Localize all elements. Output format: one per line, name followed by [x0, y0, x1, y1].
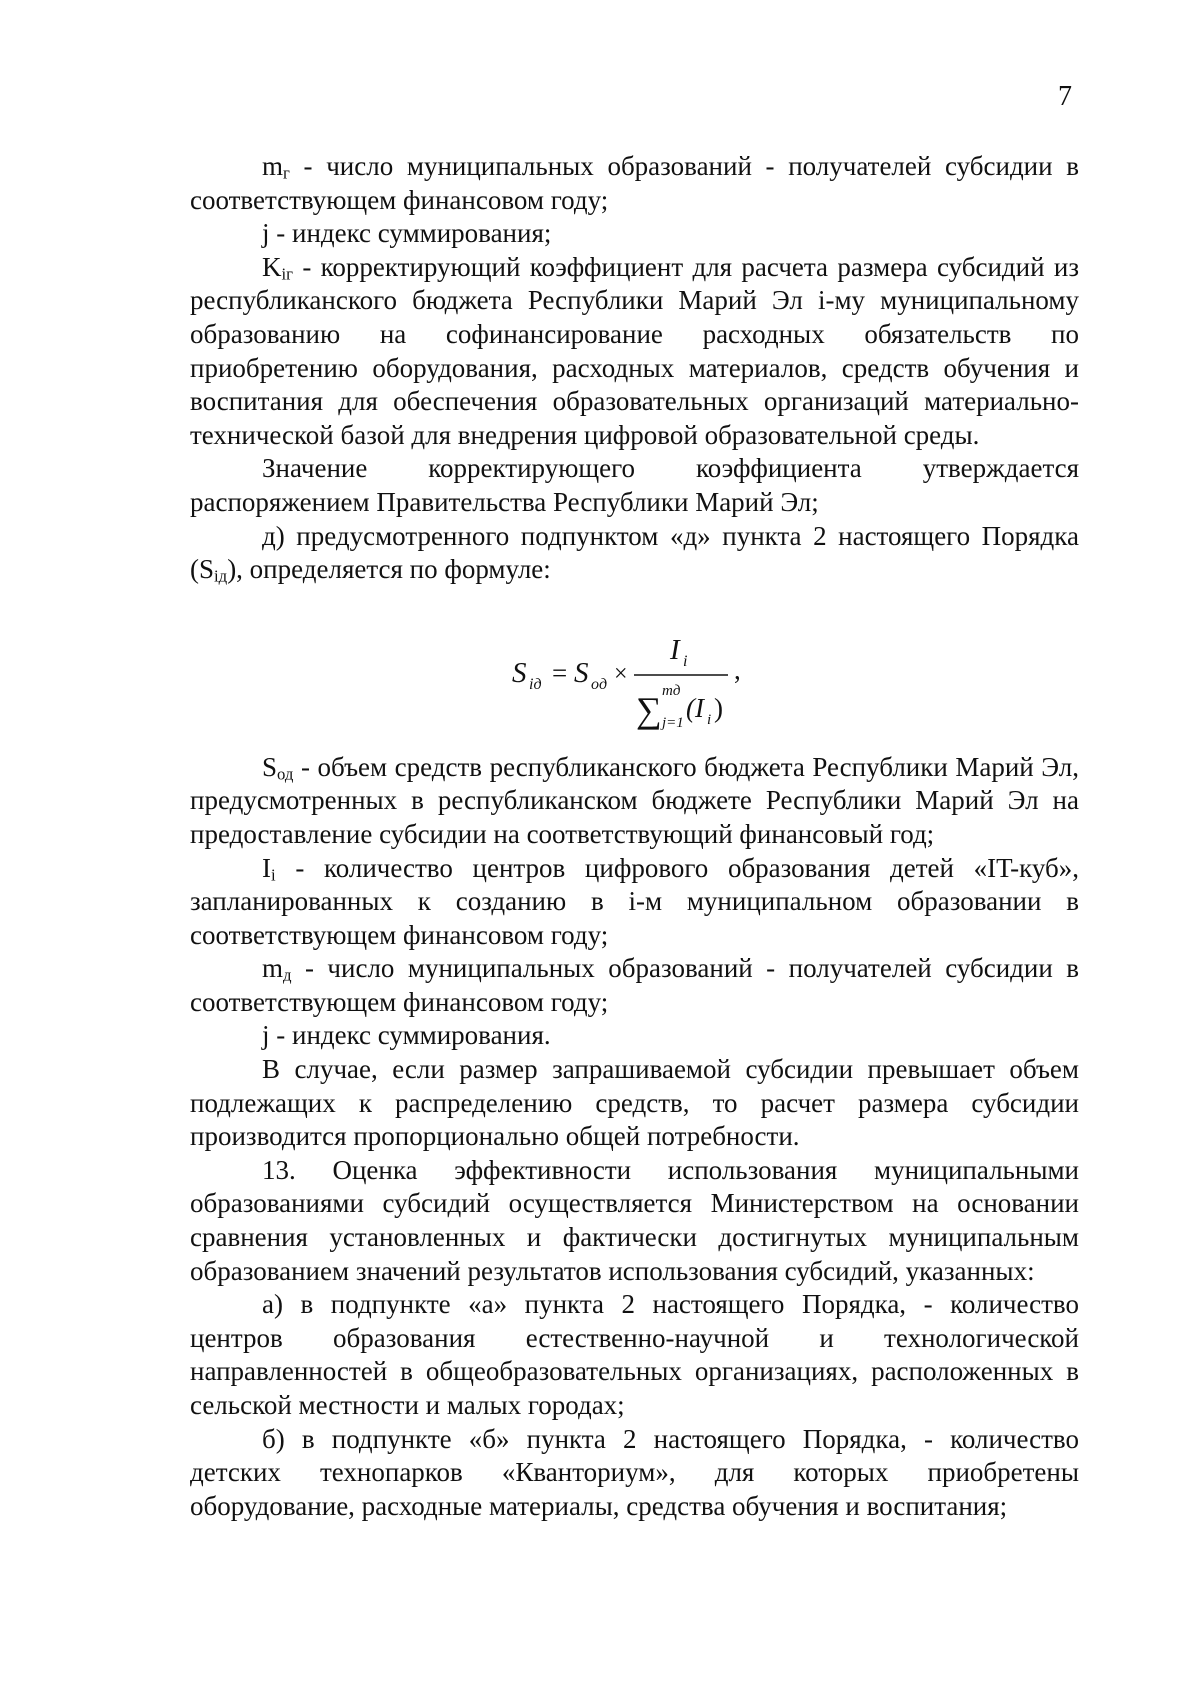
- formula-lhs: S: [512, 656, 527, 689]
- document-body: [190, 150, 1079, 1523]
- section-13: [190, 1154, 1079, 1288]
- symbol: S: [262, 751, 278, 782]
- page-number: 7: [1058, 81, 1072, 112]
- formula-sum-sign: ∑: [636, 689, 662, 730]
- symbol: I: [262, 852, 271, 883]
- formula-svg: [512, 597, 772, 739]
- symbol: m: [262, 151, 284, 181]
- symbol-subscript: од: [277, 764, 294, 784]
- formula-rhs-subscript: oд: [591, 675, 608, 693]
- symbol-subscript: г: [283, 163, 290, 183]
- definition-m-g: [190, 150, 1079, 217]
- subitem-d-intro: [190, 520, 1079, 587]
- definition-k-ig: [190, 251, 1079, 453]
- symbol-subscript: iг: [281, 264, 294, 284]
- formula-sum-upper-limit: mд: [662, 682, 681, 699]
- definition-text: - корректирующий коэффициент для расчета размера субсидий из республиканского бюджета Республики Марий Эл i-му муниципальному образованию на софинансирование расходных обязательств по приобретению оборудования, расходных материалов, средств обучения и воспитания для обеспечения образовательных организаций материально-технической базой для внедрения цифровой образовательной среды.: [190, 251, 1079, 450]
- definition-text: - число муниципальных образований - получателей субсидии в соответствующем финансовом году;: [190, 151, 1079, 215]
- formula-numerator-subscript: i: [683, 652, 688, 670]
- symbol-subscript: iд: [214, 566, 228, 586]
- formula-sum-lower-limit: j=1: [662, 714, 684, 731]
- definition-s-od: [190, 751, 1079, 852]
- paragraph-text: а) в подпункте «а» пункта 2 настоящего Порядка, - количество центров образования естественно-научной и технологической направленностей в общеобразовательных организациях, расположенных в сельской местности и малых городах;: [190, 1289, 1079, 1420]
- paragraph-text: В случае, если размер запрашиваемой субсидии превышает объем подлежащих к распределению средств, то расчет размера субсидии производится пропорционально общей потребности.: [190, 1054, 1079, 1152]
- formula-block: [190, 597, 1079, 739]
- paragraph-text: 13. Оценка эффективности использования муниципальными образованиями субсидий осуществляется Министерством на основании сравнения установленных и фактически достигнутых муниципальным образованием значений результатов использования субсидий, указанных:: [190, 1154, 1079, 1286]
- symbol-subscript: д: [283, 965, 292, 985]
- definition-text: - количество центров цифрового образования детей «IT-куб», запланированных к созданию в i-м муниципальном образовании в соответствующем финансовом году;: [190, 852, 1079, 950]
- definition-text: - число муниципальных образований - получателей субсидии в соответствующем финансовом году;: [190, 953, 1079, 1017]
- symbol: m: [262, 953, 284, 984]
- definition-j: [190, 217, 1079, 251]
- formula-equals: =: [552, 657, 568, 688]
- formula-denominator-close: ): [714, 692, 723, 723]
- proportional-note: [190, 1053, 1079, 1154]
- formula-denominator-subscript: i: [707, 711, 712, 728]
- definition-text: j - индекс суммирования.: [262, 1020, 551, 1051]
- definition-m-d: [190, 952, 1079, 1019]
- formula-comma: ,: [734, 654, 741, 685]
- formula-numerator: I: [670, 633, 680, 666]
- definition-i-i: [190, 852, 1079, 953]
- definition-j-2: [190, 1019, 1079, 1053]
- paragraph-text: Значение корректирующего коэффициента утверждается распоряжением Правительства Республики Марий Эл;: [190, 453, 1079, 517]
- subitem-b: [190, 1423, 1079, 1524]
- symbol-subscript: i: [271, 865, 276, 885]
- paragraph-text: ), определяется по формуле:: [227, 554, 551, 585]
- symbol: K: [262, 251, 282, 282]
- paragraph-text: б) в подпункте «б» пункта 2 настоящего Порядка, - количество детских технопарков «Кванториум», для которых приобретены оборудование, расходные материалы, средства обучения и воспитания;: [190, 1423, 1079, 1521]
- formula-times: ×: [614, 660, 628, 687]
- paragraph-text: д) предусмотренного подпунктом «д» пункта 2 настоящего Порядка (S: [190, 520, 1079, 585]
- definition-text: - объем средств республиканского бюджета Республики Марий Эл, предусмотренных в республиканском бюджете Республики Марий Эл на предоставление субсидии на соответствующий финансовый год;: [190, 751, 1079, 849]
- formula-rhs: S: [574, 656, 589, 689]
- definition-text: j - индекс суммирования;: [262, 218, 552, 249]
- coefficient-note: [190, 452, 1079, 519]
- formula-lhs-subscript: iд: [529, 675, 542, 693]
- formula-denominator: (I: [686, 692, 704, 723]
- subitem-a: [190, 1288, 1079, 1422]
